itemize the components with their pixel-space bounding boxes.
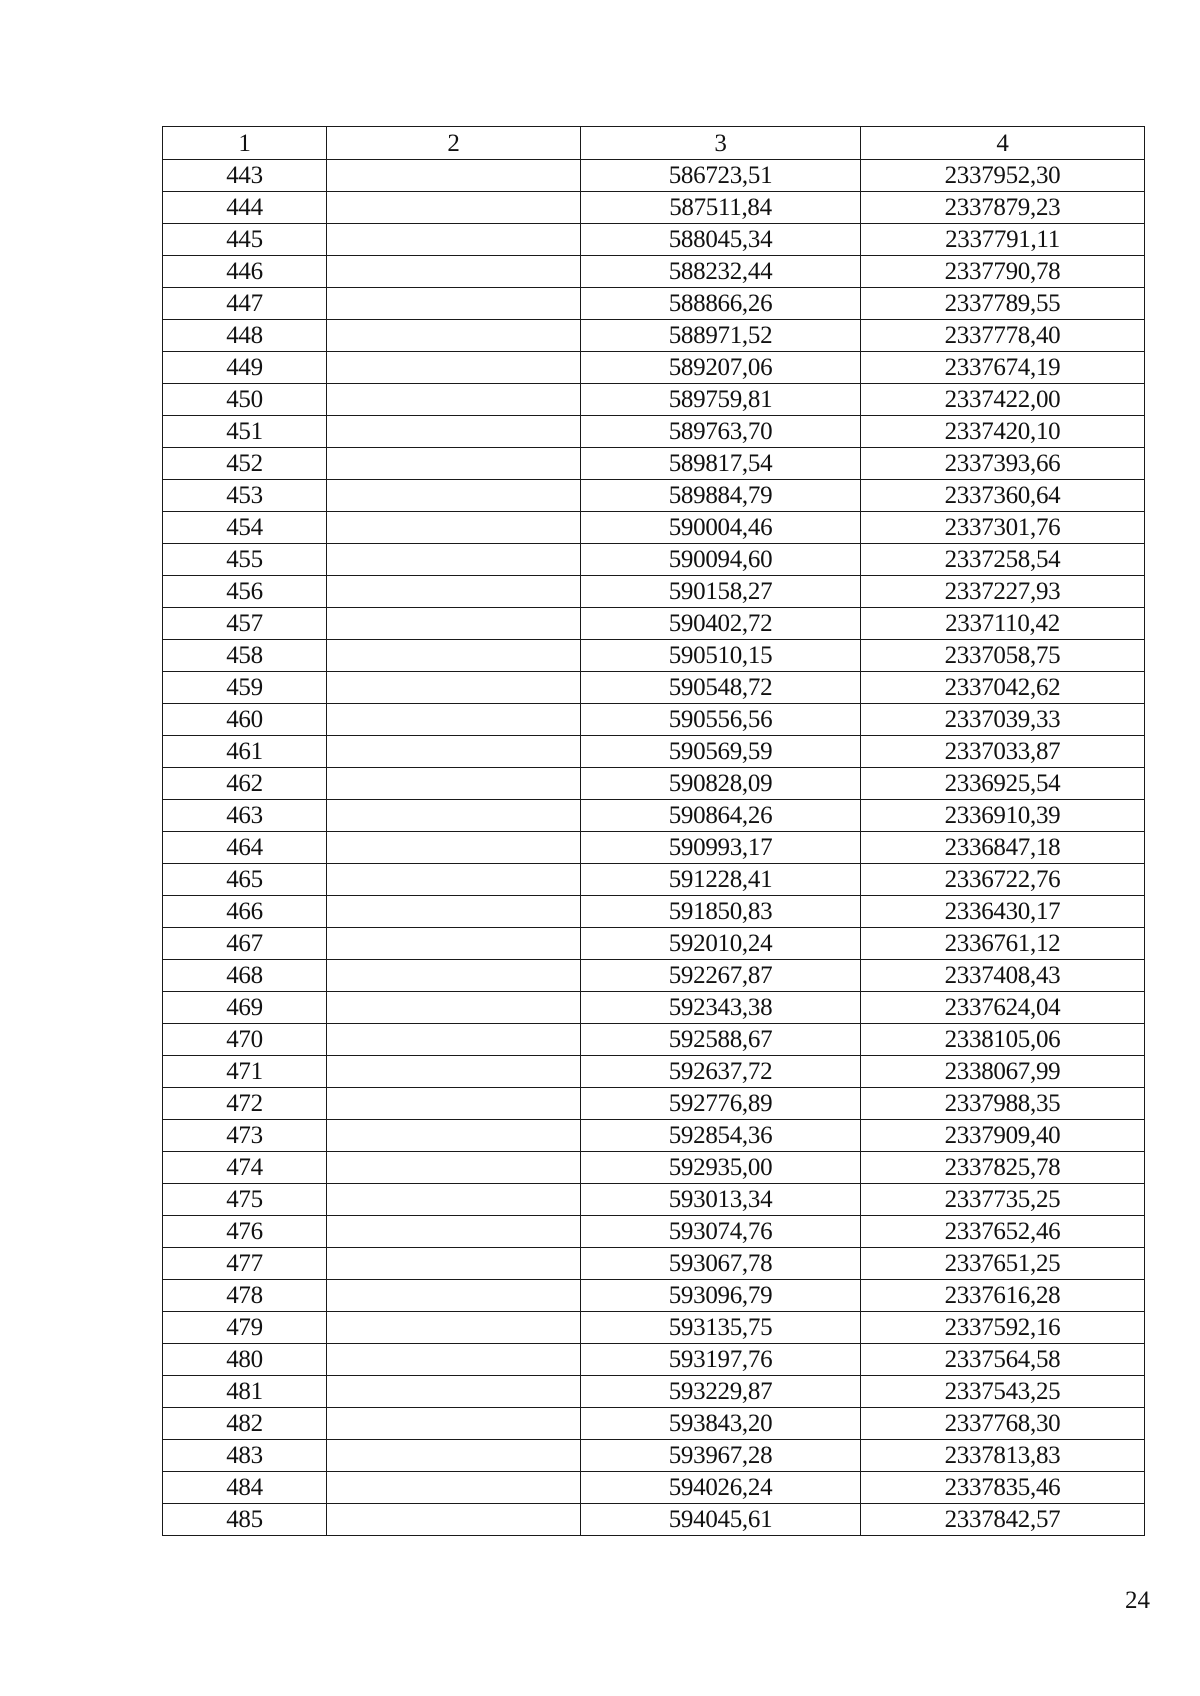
- column-header-1: 1: [163, 127, 327, 160]
- table-cell-col1: 456: [163, 576, 327, 608]
- table-cell-col4: 2337543,25: [861, 1376, 1145, 1408]
- table-row: [163, 576, 1145, 608]
- table-cell-col1: 480: [163, 1344, 327, 1376]
- table-cell-col2: [327, 160, 581, 192]
- table-cell-col4: 2337778,40: [861, 320, 1145, 352]
- table-row: [163, 1376, 1145, 1408]
- table-cell-col2: [327, 1088, 581, 1120]
- table-cell-col3: 589817,54: [581, 448, 861, 480]
- table-cell-col2: [327, 544, 581, 576]
- table-cell-col1: 464: [163, 832, 327, 864]
- page-number: 24: [1125, 1587, 1150, 1614]
- table-row: [163, 736, 1145, 768]
- table-cell-col1: 483: [163, 1440, 327, 1472]
- table-row: [163, 1408, 1145, 1440]
- table-row: [163, 352, 1145, 384]
- table-cell-col4: 2337422,00: [861, 384, 1145, 416]
- table-cell-col3: 588971,52: [581, 320, 861, 352]
- table-body: [163, 160, 1145, 1536]
- table-cell-col4: 2337058,75: [861, 640, 1145, 672]
- table-cell-col1: 475: [163, 1184, 327, 1216]
- table-cell-col1: 462: [163, 768, 327, 800]
- column-header-4: 4: [861, 127, 1145, 160]
- table-cell-col2: [327, 1056, 581, 1088]
- table-cell-col2: [327, 768, 581, 800]
- table-cell-col2: [327, 672, 581, 704]
- table-cell-col2: [327, 1408, 581, 1440]
- table-row: [163, 1344, 1145, 1376]
- table-cell-col2: [327, 1280, 581, 1312]
- table-cell-col2: [327, 1216, 581, 1248]
- table-cell-col1: 478: [163, 1280, 327, 1312]
- table-cell-col3: 592588,67: [581, 1024, 861, 1056]
- table-cell-col3: 590158,27: [581, 576, 861, 608]
- table-cell-col1: 458: [163, 640, 327, 672]
- table-cell-col3: 592854,36: [581, 1120, 861, 1152]
- table-row: [163, 416, 1145, 448]
- table-cell-col4: 2337258,54: [861, 544, 1145, 576]
- table-cell-col3: 592776,89: [581, 1088, 861, 1120]
- table-cell-col1: 466: [163, 896, 327, 928]
- table-row: [163, 672, 1145, 704]
- table-row: [163, 1504, 1145, 1536]
- table-cell-col4: 2337652,46: [861, 1216, 1145, 1248]
- table-cell-col2: [327, 864, 581, 896]
- table-cell-col4: 2336847,18: [861, 832, 1145, 864]
- table-row: [163, 640, 1145, 672]
- table-row: [163, 1088, 1145, 1120]
- table-cell-col4: 2337909,40: [861, 1120, 1145, 1152]
- table-row: [163, 1056, 1145, 1088]
- table-cell-col1: 452: [163, 448, 327, 480]
- table-row: [163, 1216, 1145, 1248]
- table-row: [163, 480, 1145, 512]
- table-cell-col3: 589759,81: [581, 384, 861, 416]
- table-cell-col1: 451: [163, 416, 327, 448]
- table-cell-col2: [327, 448, 581, 480]
- table-cell-col3: 589207,06: [581, 352, 861, 384]
- table-row: [163, 160, 1145, 192]
- table-cell-col3: 588232,44: [581, 256, 861, 288]
- table-cell-col2: [327, 704, 581, 736]
- table-cell-col2: [327, 736, 581, 768]
- table-row: [163, 384, 1145, 416]
- table-row: [163, 320, 1145, 352]
- table-cell-col1: 472: [163, 1088, 327, 1120]
- table-cell-col1: 457: [163, 608, 327, 640]
- table-cell-col2: [327, 512, 581, 544]
- table-row: [163, 704, 1145, 736]
- table-cell-col4: 2337393,66: [861, 448, 1145, 480]
- table-cell-col1: 450: [163, 384, 327, 416]
- table-cell-col3: 592343,38: [581, 992, 861, 1024]
- table-cell-col2: [327, 1344, 581, 1376]
- table-cell-col3: 588866,26: [581, 288, 861, 320]
- column-header-2: 2: [327, 127, 581, 160]
- table-cell-col1: 474: [163, 1152, 327, 1184]
- table-row: [163, 800, 1145, 832]
- table-row: [163, 896, 1145, 928]
- table-cell-col2: [327, 384, 581, 416]
- table-cell-col3: 593843,20: [581, 1408, 861, 1440]
- table-row: [163, 864, 1145, 896]
- table-cell-col3: 593074,76: [581, 1216, 861, 1248]
- table-cell-col4: 2338105,06: [861, 1024, 1145, 1056]
- table-row: [163, 448, 1145, 480]
- table-cell-col1: 469: [163, 992, 327, 1024]
- table-cell-col4: 2337835,46: [861, 1472, 1145, 1504]
- table-cell-col2: [327, 800, 581, 832]
- table-cell-col3: 590548,72: [581, 672, 861, 704]
- table-cell-col3: 587511,84: [581, 192, 861, 224]
- table-cell-col4: 2337988,35: [861, 1088, 1145, 1120]
- table-cell-col4: 2337360,64: [861, 480, 1145, 512]
- table-cell-col3: 590864,26: [581, 800, 861, 832]
- table-cell-col4: 2337408,43: [861, 960, 1145, 992]
- table-cell-col4: 2338067,99: [861, 1056, 1145, 1088]
- table-cell-col1: 443: [163, 160, 327, 192]
- table-cell-col3: 590569,59: [581, 736, 861, 768]
- table-cell-col1: 484: [163, 1472, 327, 1504]
- table-cell-col2: [327, 960, 581, 992]
- table-cell-col1: 471: [163, 1056, 327, 1088]
- table-cell-col2: [327, 1024, 581, 1056]
- table-cell-col1: 470: [163, 1024, 327, 1056]
- table-row: [163, 1024, 1145, 1056]
- table-row: [163, 1248, 1145, 1280]
- table-cell-col2: [327, 1472, 581, 1504]
- table-cell-col2: [327, 1120, 581, 1152]
- table-cell-col1: 477: [163, 1248, 327, 1280]
- table-cell-col1: 446: [163, 256, 327, 288]
- table-cell-col4: 2337768,30: [861, 1408, 1145, 1440]
- table-cell-col2: [327, 1312, 581, 1344]
- table-cell-col4: 2337616,28: [861, 1280, 1145, 1312]
- table-cell-col2: [327, 1504, 581, 1536]
- table-cell-col2: [327, 416, 581, 448]
- table-row: [163, 1472, 1145, 1504]
- table-cell-col2: [327, 192, 581, 224]
- table-row: [163, 1120, 1145, 1152]
- table-cell-col1: 448: [163, 320, 327, 352]
- table-cell-col3: 589763,70: [581, 416, 861, 448]
- table-cell-col1: 445: [163, 224, 327, 256]
- table-row: [163, 288, 1145, 320]
- table-cell-col3: 593197,76: [581, 1344, 861, 1376]
- table-cell-col2: [327, 1440, 581, 1472]
- table-cell-col3: 593967,28: [581, 1440, 861, 1472]
- table-cell-col1: 465: [163, 864, 327, 896]
- table-cell-col3: 589884,79: [581, 480, 861, 512]
- table-row: [163, 992, 1145, 1024]
- table-cell-col3: 593229,87: [581, 1376, 861, 1408]
- table-cell-col2: [327, 832, 581, 864]
- table-row: [163, 608, 1145, 640]
- table-cell-col3: 590993,17: [581, 832, 861, 864]
- table-cell-col1: 463: [163, 800, 327, 832]
- table-row: [163, 1280, 1145, 1312]
- table-cell-col3: 590556,56: [581, 704, 861, 736]
- column-header-3: 3: [581, 127, 861, 160]
- table-cell-col4: 2337564,58: [861, 1344, 1145, 1376]
- table-cell-col2: [327, 896, 581, 928]
- table-cell-col2: [327, 576, 581, 608]
- table-cell-col4: 2337420,10: [861, 416, 1145, 448]
- table-cell-col4: 2337674,19: [861, 352, 1145, 384]
- table-cell-col2: [327, 256, 581, 288]
- table-cell-col2: [327, 320, 581, 352]
- table-cell-col4: 2336430,17: [861, 896, 1145, 928]
- table-cell-col4: 2337790,78: [861, 256, 1145, 288]
- table-cell-col2: [327, 640, 581, 672]
- table-row: [163, 224, 1145, 256]
- table-cell-col1: 444: [163, 192, 327, 224]
- table-cell-col1: 449: [163, 352, 327, 384]
- table-cell-col1: 479: [163, 1312, 327, 1344]
- table-cell-col1: 481: [163, 1376, 327, 1408]
- table-row: [163, 1152, 1145, 1184]
- table-cell-col1: 461: [163, 736, 327, 768]
- table-row: [163, 256, 1145, 288]
- table-cell-col3: 592935,00: [581, 1152, 861, 1184]
- table-cell-col3: 593135,75: [581, 1312, 861, 1344]
- table-cell-col4: 2337789,55: [861, 288, 1145, 320]
- table-cell-col4: 2337651,25: [861, 1248, 1145, 1280]
- table-cell-col2: [327, 1152, 581, 1184]
- table-cell-col4: 2337624,04: [861, 992, 1145, 1024]
- table-cell-col2: [327, 352, 581, 384]
- table-cell-col3: 593096,79: [581, 1280, 861, 1312]
- table-cell-col2: [327, 1184, 581, 1216]
- table-cell-col1: 454: [163, 512, 327, 544]
- table-cell-col3: 586723,51: [581, 160, 861, 192]
- table-cell-col1: 467: [163, 928, 327, 960]
- table-cell-col2: [327, 224, 581, 256]
- table-row: [163, 1184, 1145, 1216]
- table-row: [163, 1312, 1145, 1344]
- table-cell-col4: 2337227,93: [861, 576, 1145, 608]
- table-cell-col2: [327, 288, 581, 320]
- table-cell-col1: 460: [163, 704, 327, 736]
- table-cell-col2: [327, 608, 581, 640]
- table-cell-col1: 459: [163, 672, 327, 704]
- table-cell-col4: 2337825,78: [861, 1152, 1145, 1184]
- table-cell-col4: 2337791,11: [861, 224, 1145, 256]
- table-cell-col4: 2337952,30: [861, 160, 1145, 192]
- table-cell-col3: 594045,61: [581, 1504, 861, 1536]
- table-cell-col3: 588045,34: [581, 224, 861, 256]
- table-cell-col4: 2337592,16: [861, 1312, 1145, 1344]
- table-row: [163, 192, 1145, 224]
- table-header-row: [163, 127, 1145, 160]
- table-cell-col3: 592267,87: [581, 960, 861, 992]
- table-cell-col4: 2336761,12: [861, 928, 1145, 960]
- coordinates-table: [162, 126, 1145, 1536]
- table-cell-col3: 592010,24: [581, 928, 861, 960]
- table-cell-col4: 2336925,54: [861, 768, 1145, 800]
- table-cell-col2: [327, 928, 581, 960]
- table-cell-col4: 2337301,76: [861, 512, 1145, 544]
- table-cell-col4: 2337842,57: [861, 1504, 1145, 1536]
- table-row: [163, 928, 1145, 960]
- table-cell-col3: 594026,24: [581, 1472, 861, 1504]
- table-cell-col4: 2337033,87: [861, 736, 1145, 768]
- table-cell-col1: 468: [163, 960, 327, 992]
- table-row: [163, 960, 1145, 992]
- table-cell-col4: 2337110,42: [861, 608, 1145, 640]
- table-row: [163, 512, 1145, 544]
- table-row: [163, 768, 1145, 800]
- table-cell-col1: 453: [163, 480, 327, 512]
- table-cell-col2: [327, 992, 581, 1024]
- table-cell-col3: 590828,09: [581, 768, 861, 800]
- table-cell-col4: 2336910,39: [861, 800, 1145, 832]
- table-cell-col4: 2337735,25: [861, 1184, 1145, 1216]
- table-cell-col3: 591228,41: [581, 864, 861, 896]
- table-cell-col2: [327, 1376, 581, 1408]
- table-cell-col3: 590004,46: [581, 512, 861, 544]
- table-cell-col1: 482: [163, 1408, 327, 1440]
- table-cell-col3: 590094,60: [581, 544, 861, 576]
- table-cell-col1: 485: [163, 1504, 327, 1536]
- table-cell-col4: 2337039,33: [861, 704, 1145, 736]
- table-row: [163, 1440, 1145, 1472]
- table-cell-col4: 2337879,23: [861, 192, 1145, 224]
- table-cell-col1: 473: [163, 1120, 327, 1152]
- table-row: [163, 832, 1145, 864]
- table-cell-col2: [327, 480, 581, 512]
- table-cell-col2: [327, 1248, 581, 1280]
- table-cell-col4: 2337813,83: [861, 1440, 1145, 1472]
- table-cell-col3: 590402,72: [581, 608, 861, 640]
- table-cell-col3: 593067,78: [581, 1248, 861, 1280]
- table-cell-col1: 447: [163, 288, 327, 320]
- table-row: [163, 544, 1145, 576]
- table-cell-col1: 455: [163, 544, 327, 576]
- table-cell-col4: 2336722,76: [861, 864, 1145, 896]
- table-cell-col3: 591850,83: [581, 896, 861, 928]
- table-cell-col1: 476: [163, 1216, 327, 1248]
- table-cell-col4: 2337042,62: [861, 672, 1145, 704]
- table-cell-col3: 592637,72: [581, 1056, 861, 1088]
- table-cell-col3: 593013,34: [581, 1184, 861, 1216]
- table-cell-col3: 590510,15: [581, 640, 861, 672]
